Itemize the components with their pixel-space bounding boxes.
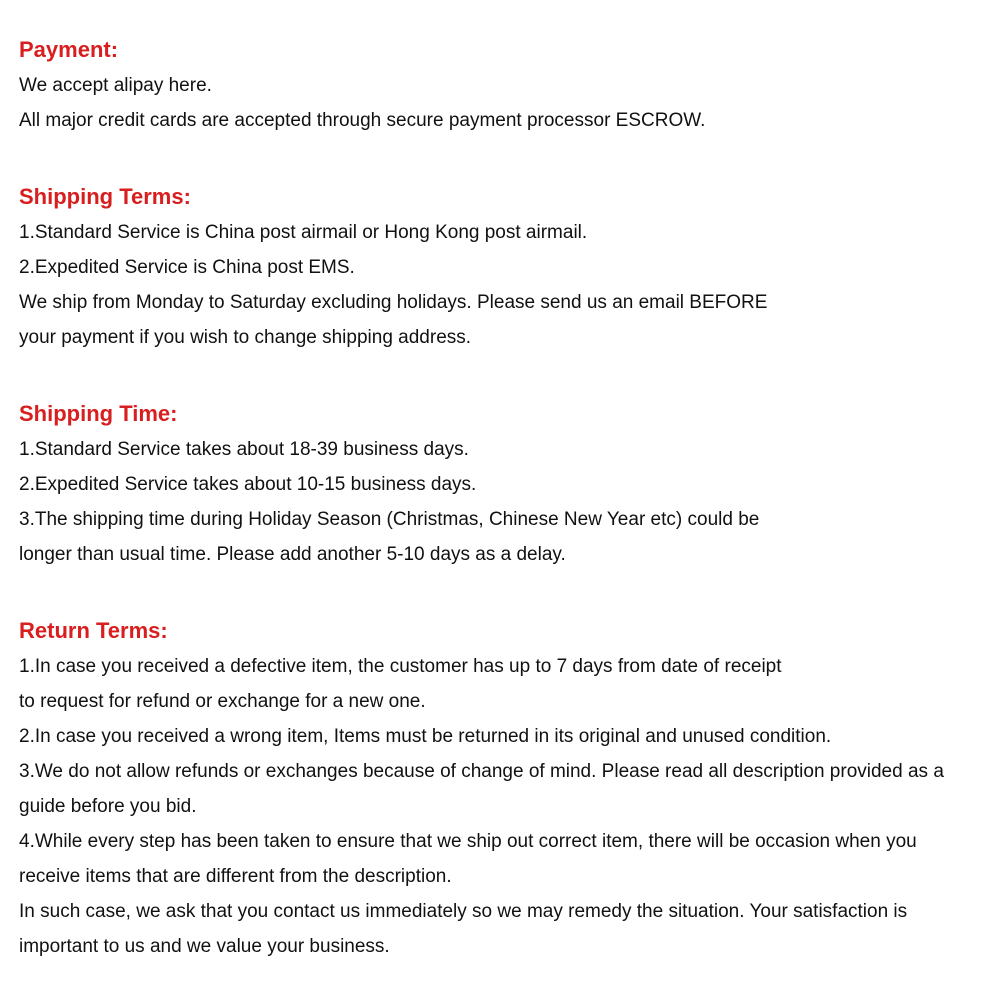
shipping-time-line: 1.Standard Service takes about 18-39 business days. (19, 439, 469, 460)
shipping-terms-lines (19, 215, 1000, 355)
shipping-terms-section (19, 184, 1000, 355)
return-terms-line: 3.We do not allow refunds or exchanges because of change of mind. Please read all description provided as a (19, 761, 944, 782)
return-terms-section (19, 618, 1000, 964)
shipping-time-heading: Shipping Time: (19, 401, 178, 426)
return-terms-line: important to us and we value your business. (19, 936, 390, 957)
shipping-time-lines (19, 432, 1000, 572)
payment-heading: Payment: (19, 37, 119, 62)
payment-line: We accept alipay here. (19, 75, 212, 96)
return-terms-line: 4.While every step has been taken to ensure that we ship out correct item, there will be occasion when you (19, 831, 917, 852)
return-terms-line: to request for refund or exchange for a new one. (19, 691, 426, 712)
return-terms-line: In such case, we ask that you contact us immediately so we may remedy the situation. Your satisfaction is (19, 901, 908, 922)
shipping-terms-line: We ship from Monday to Saturday excluding holidays. Please send us an email BEFORE (19, 292, 768, 313)
shipping-terms-line: your payment if you wish to change shipping address. (19, 327, 472, 348)
shipping-terms-line: 2.Expedited Service is China post EMS. (19, 257, 355, 278)
payment-lines (19, 68, 1000, 138)
return-terms-line: guide before you bid. (19, 796, 197, 817)
shipping-terms-heading: Shipping Terms: (19, 184, 191, 209)
payment-section (19, 37, 1000, 138)
payment-line: All major credit cards are accepted through secure payment processor ESCROW. (19, 110, 706, 131)
shipping-time-line: 3.The shipping time during Holiday Season (Christmas, Chinese New Year etc) could be (19, 509, 760, 530)
return-terms-line: receive items that are different from the description. (19, 866, 452, 887)
shipping-time-line: longer than usual time. Please add another 5-10 days as a delay. (19, 544, 566, 565)
return-terms-lines (19, 649, 1000, 964)
shipping-time-section (19, 401, 1000, 572)
shipping-terms-line: 1.Standard Service is China post airmail or Hong Kong post airmail. (19, 222, 588, 243)
return-terms-line: 1.In case you received a defective item, the customer has up to 7 days from date of receipt (19, 656, 782, 677)
return-terms-heading: Return Terms: (19, 618, 168, 643)
shipping-time-line: 2.Expedited Service takes about 10-15 business days. (19, 474, 477, 495)
return-terms-line: 2.In case you received a wrong item, Items must be returned in its original and unused condition. (19, 726, 832, 747)
